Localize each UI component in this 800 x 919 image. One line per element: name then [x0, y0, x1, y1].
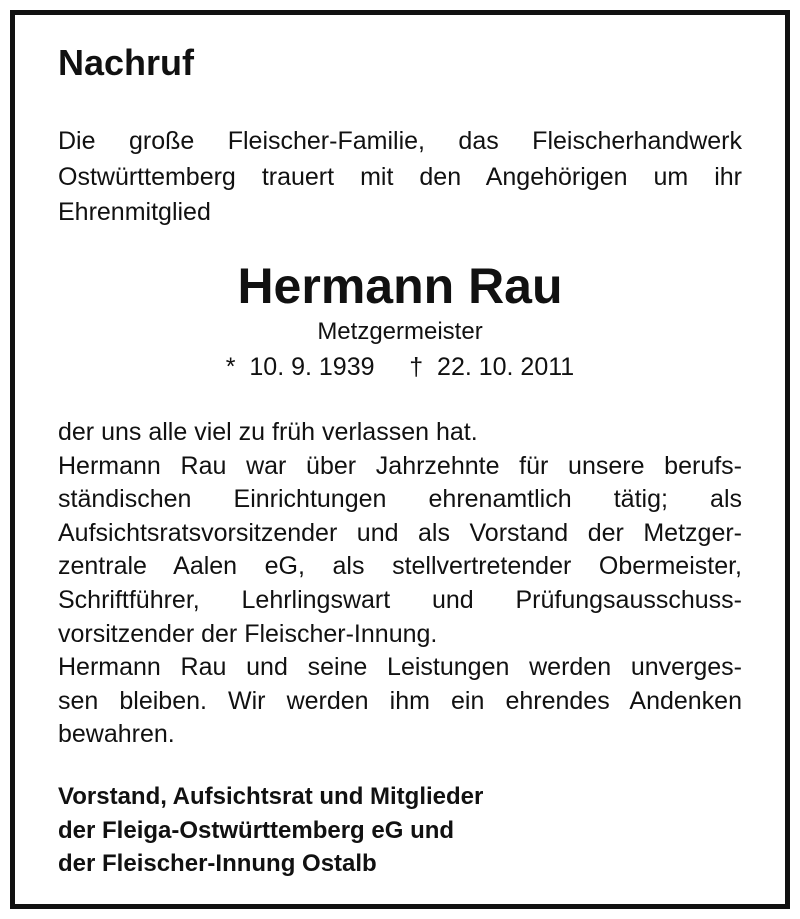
- body-line: zentrale Aalen eG, als stellvertretender Obermeister,: [58, 552, 742, 581]
- body-line: Hermann Rau und seine Leistungen werden unverges-: [58, 653, 742, 682]
- signature-line: der Fleiga-Ostwürttemberg eG und: [58, 816, 455, 844]
- body-line: ständischen Einrichtungen ehrenamtlich tätig; als: [58, 485, 742, 514]
- life-dates: * 10. 9. 1939 † 22. 10. 2011: [225, 353, 575, 381]
- intro-paragraph: Die große Fleischer-Familie, das Fleischerhandwerk Ostwürttemberg trauert mit den Angehörigen um ihr Ehrenmitglied: [58, 127, 742, 226]
- deceased-name: Hermann Rau: [237, 258, 563, 314]
- signature-line: Vorstand, Aufsichtsrat und Mitglieder: [58, 783, 484, 810]
- body-line: bewahren.: [58, 720, 175, 749]
- obituary-heading: Nachruf: [58, 42, 195, 83]
- body-line: vorsitzender der Fleischer-Innung.: [58, 619, 438, 648]
- obituary-body: [58, 416, 742, 752]
- deceased-profession: Metzgermeister: [317, 318, 483, 345]
- body-line: Aufsichtsratsvorsitzender und als Vorstand der Metzger-: [58, 518, 742, 547]
- body-line: Schriftführer, Lehrlingswart und Prüfungsausschuss-: [58, 585, 742, 614]
- signature-block: [58, 780, 742, 881]
- body-line: sen bleiben. Wir werden ihm ein ehrendes Andenken: [58, 686, 742, 715]
- body-line: Hermann Rau war über Jahrzehnte für unsere berufs-: [58, 451, 742, 480]
- body-line: der uns alle viel zu früh verlassen hat.: [58, 418, 478, 446]
- signature-line: der Fleischer-Innung Ostalb: [58, 850, 377, 877]
